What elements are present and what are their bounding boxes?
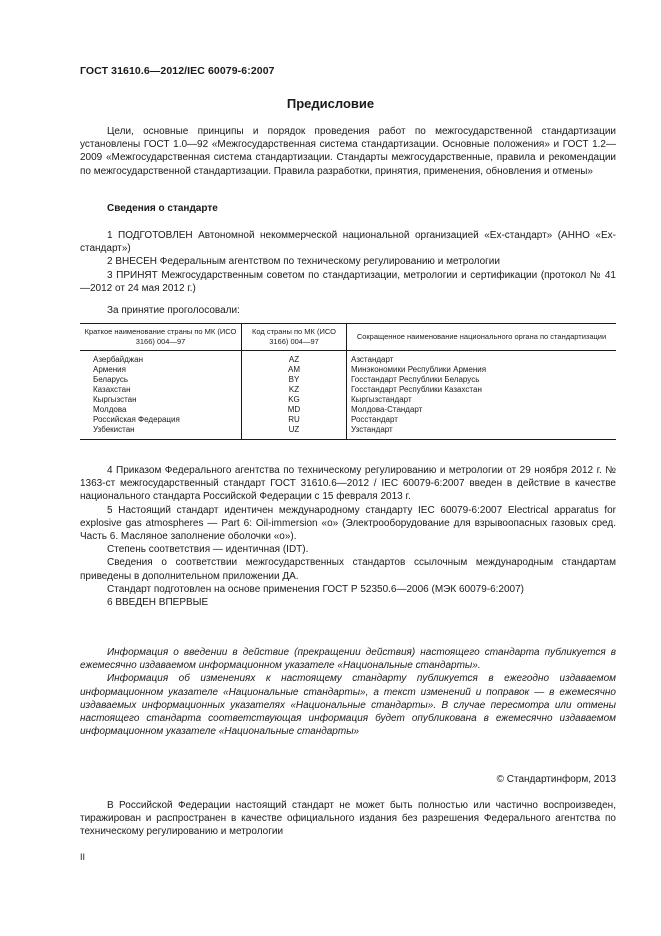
table-row: [80, 395, 616, 405]
items-top-block: [80, 229, 616, 295]
table-cell-body: Госстандарт Республики Казахстан: [351, 385, 482, 394]
table-cell-code: UZ: [242, 425, 347, 440]
table-cell-code: KG: [242, 395, 347, 405]
table-cell-body: Росстандарт: [351, 415, 398, 424]
table-row: [80, 351, 616, 366]
table-header-row: [80, 324, 616, 351]
table-cell-country: Беларусь: [80, 375, 242, 385]
notice-2: Информация об изменениях к настоящему стандарту публикуется в ежегодно издаваемом информационном указателе «Национальные стандарты», а текст изменений и поправок — в ежемесячно издаваемых информационных указателях «Национальные стандарты». В случае пересмотра или отмены настоящего стандарта соответствующая информация будет опубликована в ежемесячно издаваемом информационном указателе «Национальные стандарты»: [80, 673, 616, 738]
table-cell-body: Молдова-Стандарт: [351, 405, 423, 414]
table-cell-body: Азстандарт: [351, 355, 394, 364]
running-header: ГОСТ 31610.6—2012/IEC 60079-6:2007: [80, 65, 275, 77]
table-cell-code: AZ: [242, 351, 347, 366]
references-note: Сведения о соответствии межгосударственных стандартов ссылочным международным стандартам приведены в дополнительном приложении ДА.: [80, 557, 616, 582]
table-row: [80, 375, 616, 385]
item-5: 5 Настоящий стандарт идентичен международному стандарту IEC 60079-6:2007 Electrical apparatus for explosive gas atmospheres — Part 6: Oil-immersion «o» (Электрооборудование для взрывоопасных газовых сред. Часть 6. Масляное заполнение оболочки «o»).: [80, 504, 616, 543]
table-cell-code: KZ: [242, 385, 347, 395]
table-row: [80, 365, 616, 375]
item-6: 6 ВВЕДЕН ВПЕРВЫЕ: [107, 597, 209, 609]
table-cell-country: Армения: [80, 365, 242, 375]
conformity-degree: Степень соответствия — идентичная (IDT).: [107, 544, 309, 556]
table-cell-code: RU: [242, 415, 347, 425]
table-header-country: Краткое наименование страны по МК (ИСО 3166) 004—97: [80, 324, 242, 351]
countries-table: [80, 323, 616, 440]
table-cell-body: Госстандарт Республики Беларусь: [351, 375, 480, 384]
item-3: 3 ПРИНЯТ Межгосударственным советом по стандартизации, метрологии и сертификации (протокол № 41—2012 от 24 мая 2012 г.): [80, 269, 616, 294]
intro-paragraph: Цели, основные принципы и порядок проведения работ по межгосударственной стандартизации установлены ГОСТ 1.0—92 «Межгосударственная система стандартизации. Основные положения» и ГОСТ 1.2—2009 «Межгосударственная система стандартизации. Стандарты межгосударственные, правила и рекомендации по межгосударственной стандартизации. Правила разработки, принятия, применения, обновления и отмены»: [80, 126, 616, 177]
table-row: [80, 415, 616, 425]
table-cell-country: Казахстан: [80, 385, 242, 395]
info-heading: Сведения о стандарте: [107, 203, 218, 214]
item-1: 1 ПОДГОТОВЛЕН Автономной некоммерческой национальной организацией «Ex-стандарт» (АННО «Ex-стандарт»): [80, 230, 616, 255]
table-cell-country: Российская Федерация: [80, 415, 242, 425]
copyright-line: © Стандартинформ, 2013: [496, 774, 616, 785]
intro-block: [80, 125, 616, 178]
page-title: Предисловие: [286, 96, 375, 111]
table-cell-code: MD: [242, 405, 347, 415]
table-cell-body: Узстандарт: [347, 425, 617, 440]
table-cell-country: Азербайджан: [80, 351, 242, 366]
table-cell-country: Кыргызстан: [80, 395, 242, 405]
table-cell-country: Молдова: [80, 405, 242, 415]
items-bottom-block: [80, 464, 616, 609]
table-cell-code: BY: [242, 375, 347, 385]
notice-1: Информация о введении в действие (прекращении действия) настоящего стандарта публикуется в ежемесячно издаваемом информационном указателе «Национальные стандарты».: [80, 647, 616, 672]
rights-block: [80, 799, 616, 839]
voted-label: За принятие проголосовали:: [107, 305, 240, 316]
page-number: II: [80, 852, 86, 862]
rights-paragraph: В Российской Федерации настоящий стандарт не может быть полностью или частично воспроизведен, тиражирован и распространен в качестве официального издания без разрешения Федерального агентства по техническому регулированию и метрологии: [80, 800, 616, 838]
table-cell-code: AM: [242, 365, 347, 375]
table-row: [80, 425, 616, 440]
table-cell-country: Узбекистан: [80, 425, 242, 440]
table-cell-body: Кыргызстандарт: [351, 395, 412, 404]
info-heading-block: [80, 202, 616, 215]
table-cell-body: Минэкономики Республики Армения: [351, 365, 487, 374]
table-header-body: Сокращенное наименование национального органа по стандартизации: [347, 324, 617, 351]
notice-block: [80, 646, 616, 738]
item-2: 2 ВНЕСЕН Федеральным агентством по техническому регулированию и метрологии: [107, 256, 500, 268]
table-row: [80, 405, 616, 415]
voted-block: [80, 304, 616, 317]
table-row: [80, 385, 616, 395]
item-4: 4 Приказом Федерального агентства по техническому регулированию и метрологии от 29 ноября 2012 г. № 1363-ст межгосударственный стандарт ГОСТ 31610.6—2012 / IEC 60079-6:2007 введен в действие в качестве национального стандарта Российской Федерации с 15 февраля 2013 г.: [80, 465, 616, 503]
basis-note: Стандарт подготовлен на основе применения ГОСТ Р 52350.6—2006 (МЭК 60079-6:2007): [107, 583, 525, 595]
table-header-code: Код страны по МК (ИСО 3166) 004—97: [242, 324, 347, 351]
